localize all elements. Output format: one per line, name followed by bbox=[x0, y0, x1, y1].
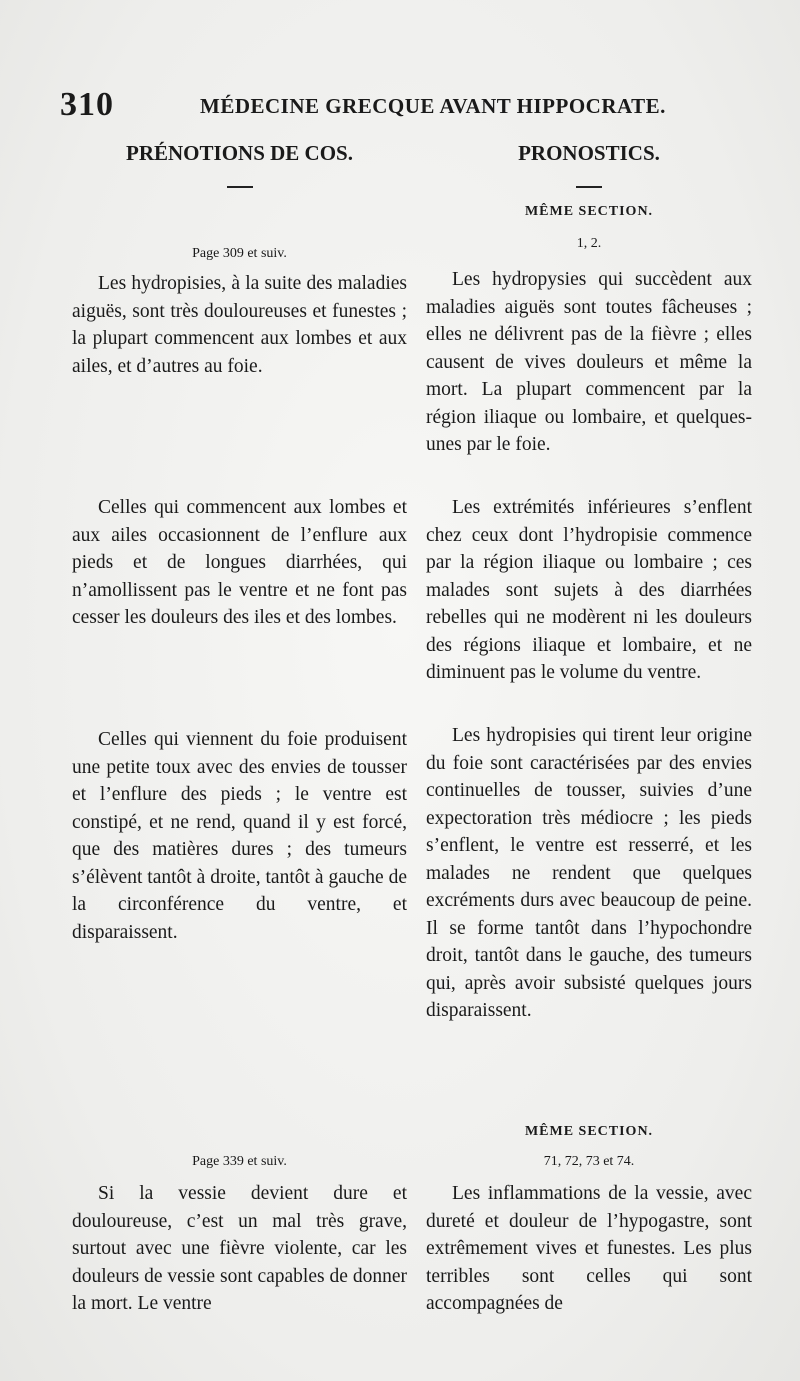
right-paragraph-1-block bbox=[426, 266, 752, 459]
page-number: 310 bbox=[60, 86, 114, 123]
left-title-rule bbox=[227, 186, 253, 188]
right-paragraph-1: Les hydropysies qui succèdent aux maladies aiguës sont toutes fâcheuses ; elles ne délivrent pas de la fièvre ; elles causent de vives douleurs et même la mort. La plupart commencent par la région iliaque ou lombaire, et quelques-unes par le foie. bbox=[426, 269, 752, 455]
right-section-1-block bbox=[426, 202, 752, 222]
right-paragraph-3: Les hydropisies qui tirent leur origine du foie sont caractérisées par des envies continuelles de tousser, suivies d’une expectoration très médiocre ; les pieds s’enflent, le ventre est resserré, et les malades ne rendent que quelques excréments durs avec beaucoup de peine. Il se forme tantôt dans l’hypochondre droit, tantôt dans le gauche, des tumeurs qui, après avoir subsisté quelques jours disparaissent. bbox=[426, 725, 752, 1021]
left-paragraph-1: Les hydropisies, à la suite des maladies aiguës, sont très douloureuses et funestes ; la plupart commencent aux lombes et aux ailes, et d’autres au foie. bbox=[72, 273, 407, 377]
right-paragraph-2: Les extrémités inférieures s’enflent chez ceux dont l’hydropisie commence par la région iliaque ou lombaire ; ces malades sont sujets à des diarrhées rebelles qui ne modèrent ni les douleurs des régions iliaque et lombaire, et ne diminuent pas le volume du ventre. bbox=[426, 497, 752, 683]
right-section-reference-1: 1, 2. bbox=[576, 236, 602, 251]
right-section-2-block bbox=[426, 1122, 752, 1142]
left-column bbox=[72, 138, 407, 1314]
left-ref-2-block bbox=[72, 1152, 407, 1172]
right-ref-2-block bbox=[426, 1152, 752, 1172]
right-paragraph-3-block bbox=[426, 722, 752, 1025]
left-page-reference-2: Page 339 et suiv. bbox=[192, 1154, 287, 1169]
right-column bbox=[426, 138, 752, 1314]
running-title: MÉDECINE GRECQUE AVANT HIPPOCRATE. bbox=[200, 94, 666, 118]
left-paragraph-3-block bbox=[72, 726, 407, 946]
right-column-title: PRONOSTICS. bbox=[518, 141, 660, 165]
left-paragraph-2-block bbox=[72, 494, 407, 632]
right-title-rule bbox=[576, 186, 602, 188]
page-header bbox=[60, 86, 760, 126]
left-page-reference-1: Page 309 et suiv. bbox=[192, 246, 287, 261]
left-paragraph-3: Celles qui viennent du foie produisent une petite toux avec des envies de tousser et l’enflure des pieds ; le ventre est constipé, et ne rend, quand il y est forcé, que des matières dures ; des tumeurs s’élèvent tantôt à droite, tantôt à gauche de la circonférence du ventre, et disparaissent. bbox=[72, 729, 407, 943]
right-ref-1-block bbox=[426, 234, 752, 254]
right-section-heading-2: MÊME SECTION. bbox=[524, 1124, 654, 1139]
right-paragraph-2-block bbox=[426, 494, 752, 687]
left-paragraph-4-block bbox=[72, 1180, 407, 1318]
left-paragraph-1-block bbox=[72, 270, 407, 380]
right-paragraph-4: Les inflammations de la vessie, avec dureté et douleur de l’hypogastre, sont extrêmement vives et funestes. Les plus terribles sont celles qui sont accompagnées de bbox=[426, 1183, 752, 1314]
left-paragraph-4: Si la vessie devient dure et douloureuse, c’est un mal très grave, surtout avec une fièvre violente, car les douleurs de vessie sont capables de donner la mort. Le ventre bbox=[72, 1183, 407, 1314]
right-paragraph-4-block bbox=[426, 1180, 752, 1318]
left-ref-1-block bbox=[72, 244, 407, 264]
right-section-heading-1: MÊME SECTION. bbox=[524, 204, 654, 219]
right-section-reference-2: 71, 72, 73 et 74. bbox=[543, 1154, 635, 1169]
left-paragraph-2: Celles qui commencent aux lombes et aux ailes occasionnent de l’enflure aux pieds et de longues diarrhées, qui n’amollissent pas le ventre et ne font pas cesser les douleurs des iles et des lombes. bbox=[72, 497, 407, 628]
left-column-title: PRÉNOTIONS DE COS. bbox=[126, 141, 353, 165]
